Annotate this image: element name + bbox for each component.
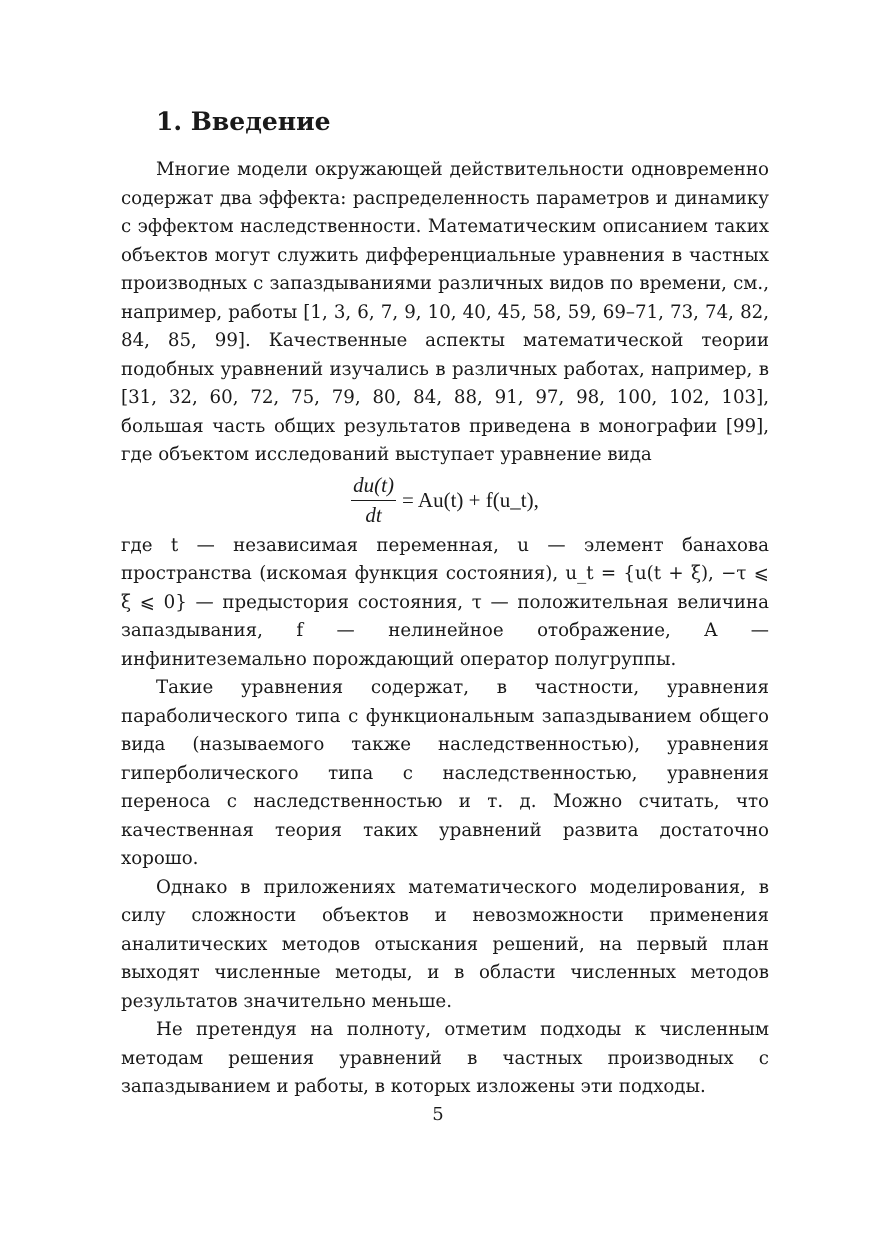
page-content xyxy=(121,100,769,1102)
section-body xyxy=(121,156,769,1102)
paragraph-intro: Многие модели окружающей действительности одновременно содержат два эффекта: распределенность параметров и динамику с эффектом наследственности. Математическим описанием таких объектов могут служить дифференциальные уравнения в частных производных с запаздываниями различных видов по времени, см., например, работы [1, 3, 6, 7, 9, 10, 40, 45, 58, 59, 69–71, 73, 74, 82, 84, 85, 99]. Качественные аспекты математической теории подобных уравнений изучались в различных работах, например, в [31, 32, 60, 72, 75, 79, 80, 84, 88, 91, 97, 98, 100, 102, 103], большая часть общих результатов приведена в монографии [99], где объектом исследований выступает уравнение вида xyxy=(121,159,769,465)
equation-denominator: dt xyxy=(365,503,382,527)
section-heading: 1. Введение xyxy=(156,107,331,136)
equation-rhs: = Au(t) + f(u_t), xyxy=(402,488,539,512)
paragraph-definitions: где t — независимая переменная, u — элемент банахова пространства (искомая функция состояния), u_t = {u(t + ξ), −τ ⩽ ξ ⩽ 0} — предыстория состояния, τ — положительная величина запаздывания, f — нелинейное отображение, A — инфинитеземально порождающий оператор полугруппы. xyxy=(121,534,769,670)
equation-numerator: du(t) xyxy=(351,473,396,501)
paragraph-approaches: Не претендуя на полноту, отметим подходы к численным методам решения уравнений в частных производных с запаздыванием и работы, в которых изложены эти подходы. xyxy=(121,1019,769,1097)
paragraph-numerical-methods: Однако в приложениях математического моделирования, в силу сложности объектов и невозможности применения аналитических методов отыскания решений, на первый план выходят численные методы, и в области численных методов результатов значительно меньше. xyxy=(121,876,769,1012)
equation-fraction xyxy=(351,473,396,528)
paragraph-equation-types: Такие уравнения содержат, в частности, уравнения параболического типа с функциональным запаздыванием общего вида (называемого также наследственностью), уравнения гиперболического типа с наследственностью, уравнения переноса с наследственностью и т. д. Можно считать, что качественная теория таких уравнений развита достаточно хорошо. xyxy=(121,677,769,869)
page-number: 5 xyxy=(432,1104,444,1125)
equation-main xyxy=(121,470,769,532)
